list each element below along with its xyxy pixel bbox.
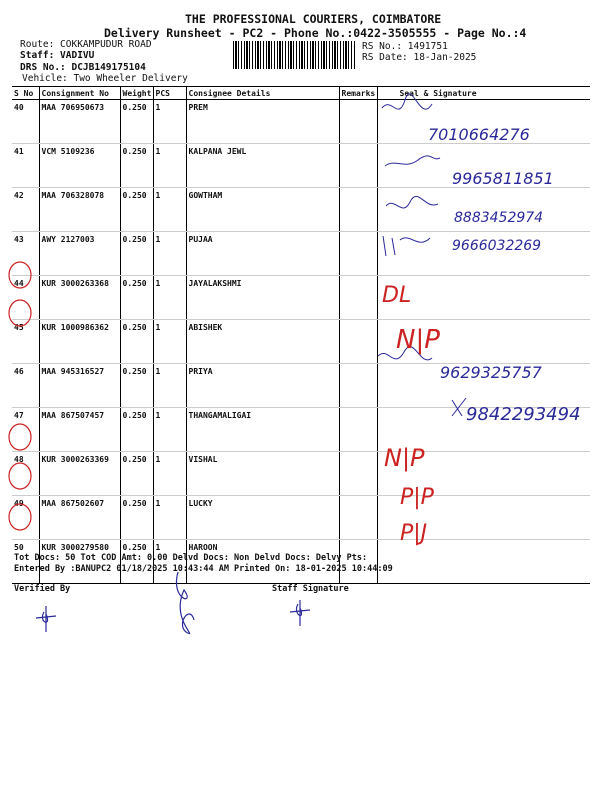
cell-consignment: VCM 5109236 [39, 144, 120, 188]
cell-pcs: 1 [153, 144, 186, 188]
cell-consignee: THANGAMALIGAI [186, 408, 339, 452]
col-pcs: PCS [153, 87, 186, 100]
cell-consignee: ABISHEK [186, 320, 339, 364]
cell-pcs: 1 [153, 100, 186, 144]
cell-consignment: MAA 706950673 [39, 100, 120, 144]
totals-line: Tot Docs: 50 Tot COD Amt: 0.00 Delvd Docs: Non Delvd Docs: Delvy Pts: [14, 553, 368, 563]
cell-weight: 0.250 [120, 144, 153, 188]
cell-signature [377, 232, 590, 276]
table-row [12, 144, 590, 188]
cell-weight: 0.250 [120, 452, 153, 496]
drs-number: DRS No.: DCJB149175104 [20, 62, 146, 73]
cell-consignee: LUCKY [186, 496, 339, 540]
cell-consignee: KALPANA JEWL [186, 144, 339, 188]
cell-remarks [339, 364, 377, 408]
handwriting-row-42: 8883452974 [454, 210, 544, 226]
cell-signature [377, 496, 590, 540]
table-row [12, 100, 590, 144]
col-remarks: Remarks [339, 87, 377, 100]
table-header-row [12, 87, 590, 100]
cell-remarks [339, 144, 377, 188]
cell-remarks [339, 276, 377, 320]
cell-consignment: MAA 867507457 [39, 408, 120, 452]
table-row [12, 364, 590, 408]
company-title: THE PROFESSIONAL COURIERS, COIMBATORE [185, 12, 442, 26]
cell-weight: 0.250 [120, 364, 153, 408]
col-seal-signature: Seal & Signature [377, 87, 590, 100]
handwriting-row-43: 9666032269 [452, 238, 542, 254]
table-row [12, 496, 590, 540]
cell-sno: 49 [12, 496, 39, 540]
col-weight: Weight [120, 87, 153, 100]
cell-remarks [339, 188, 377, 232]
cell-consignee: PUJAA [186, 232, 339, 276]
table-row [12, 408, 590, 452]
cell-weight: 0.250 [120, 496, 153, 540]
handwriting-row-44: DL [382, 283, 412, 308]
cell-sno: 47 [12, 408, 39, 452]
cell-sno: 45 [12, 320, 39, 364]
cell-signature [377, 144, 590, 188]
runsheet-table [12, 86, 590, 584]
barcode [233, 41, 355, 69]
col-consignment: Consignment No [39, 87, 120, 100]
rs-date: RS Date: 18-Jan-2025 [362, 52, 477, 63]
cell-weight: 0.250 [120, 276, 153, 320]
cell-sno: 40 [12, 100, 39, 144]
entered-by-line: Entered By :BANUPC2 01/18/2025 10:43:44 AM Printed On: 18-01-2025 10:44:09 [14, 564, 393, 574]
cell-pcs: 1 [153, 540, 186, 584]
cell-remarks [339, 408, 377, 452]
col-consignee: Consignee Details [186, 87, 339, 100]
cell-sno: 48 [12, 452, 39, 496]
staff-signature-label: Staff Signature [272, 584, 349, 594]
cell-signature [377, 540, 590, 584]
handwriting-row-41: 9965811851 [452, 169, 554, 188]
cell-consignee: PRIYA [186, 364, 339, 408]
cell-consignee: PREM [186, 100, 339, 144]
cell-pcs: 1 [153, 276, 186, 320]
handwriting-row-48: N|P [384, 444, 425, 472]
cell-signature [377, 452, 590, 496]
staff-label: Staff: VADIVU [20, 50, 95, 61]
cell-sno: 50 [12, 540, 39, 584]
cell-consignee: VISHAL [186, 452, 339, 496]
cell-signature [377, 188, 590, 232]
handwriting-row-46: 9629325757 [440, 363, 542, 382]
cell-weight: 0.250 [120, 320, 153, 364]
route-label: Route: COKKAMPUDUR ROAD [20, 39, 152, 50]
cell-signature [377, 364, 590, 408]
cell-sno: 43 [12, 232, 39, 276]
cell-consignment: KUR 3000279580 [39, 540, 120, 584]
cell-weight: 0.250 [120, 188, 153, 232]
cell-consignee: GOWTHAM [186, 188, 339, 232]
handwriting-row-45: N|P [396, 325, 440, 355]
cell-sno: 44 [12, 276, 39, 320]
cell-remarks [339, 496, 377, 540]
cell-consignment: KUR 3000263369 [39, 452, 120, 496]
cell-pcs: 1 [153, 232, 186, 276]
cell-consignee: JAYALAKSHMI [186, 276, 339, 320]
cell-consignment: MAA 706328078 [39, 188, 120, 232]
cell-consignment: MAA 945316527 [39, 364, 120, 408]
cell-remarks [339, 232, 377, 276]
vehicle-label: Vehicle: Two Wheeler Delivery [22, 73, 188, 84]
rs-number: RS No.: 1491751 [362, 41, 448, 52]
handwriting-row-49: P|P [400, 485, 434, 510]
cell-pcs: 1 [153, 364, 186, 408]
cell-sno: 41 [12, 144, 39, 188]
cell-remarks [339, 100, 377, 144]
cell-remarks [339, 320, 377, 364]
cell-consignment: MAA 867502607 [39, 496, 120, 540]
cell-pcs: 1 [153, 320, 186, 364]
handwriting-row-40: 7010664276 [428, 125, 530, 144]
table-row [12, 188, 590, 232]
cell-sno: 46 [12, 364, 39, 408]
table-row [12, 276, 590, 320]
cell-consignment: KUR 1000986362 [39, 320, 120, 364]
cell-remarks [339, 452, 377, 496]
cell-weight: 0.250 [120, 540, 153, 584]
col-sno: S No [12, 87, 39, 100]
cell-sno: 42 [12, 188, 39, 232]
table-row [12, 452, 590, 496]
cell-consignment: KUR 3000263368 [39, 276, 120, 320]
cell-pcs: 1 [153, 496, 186, 540]
table-row [12, 320, 590, 364]
cell-consignee: HAROON [186, 540, 339, 584]
verified-by-label: Verified By [14, 584, 71, 594]
cell-signature [377, 276, 590, 320]
cell-signature [377, 320, 590, 364]
cell-consignment: AWY 2127003 [39, 232, 120, 276]
cell-pcs: 1 [153, 408, 186, 452]
handwriting-row-47: 9842293494 [466, 404, 581, 425]
runsheet-title: Delivery Runsheet - PC2 - Phone No.:0422-3505555 - Page No.:4 [104, 26, 527, 40]
cell-weight: 0.250 [120, 232, 153, 276]
cell-pcs: 1 [153, 188, 186, 232]
cell-signature [377, 408, 590, 452]
cell-pcs: 1 [153, 452, 186, 496]
cell-weight: 0.250 [120, 408, 153, 452]
cell-signature [377, 100, 590, 144]
cell-weight: 0.250 [120, 100, 153, 144]
handwriting-row-50: P|J [400, 521, 428, 546]
table-row [12, 232, 590, 276]
